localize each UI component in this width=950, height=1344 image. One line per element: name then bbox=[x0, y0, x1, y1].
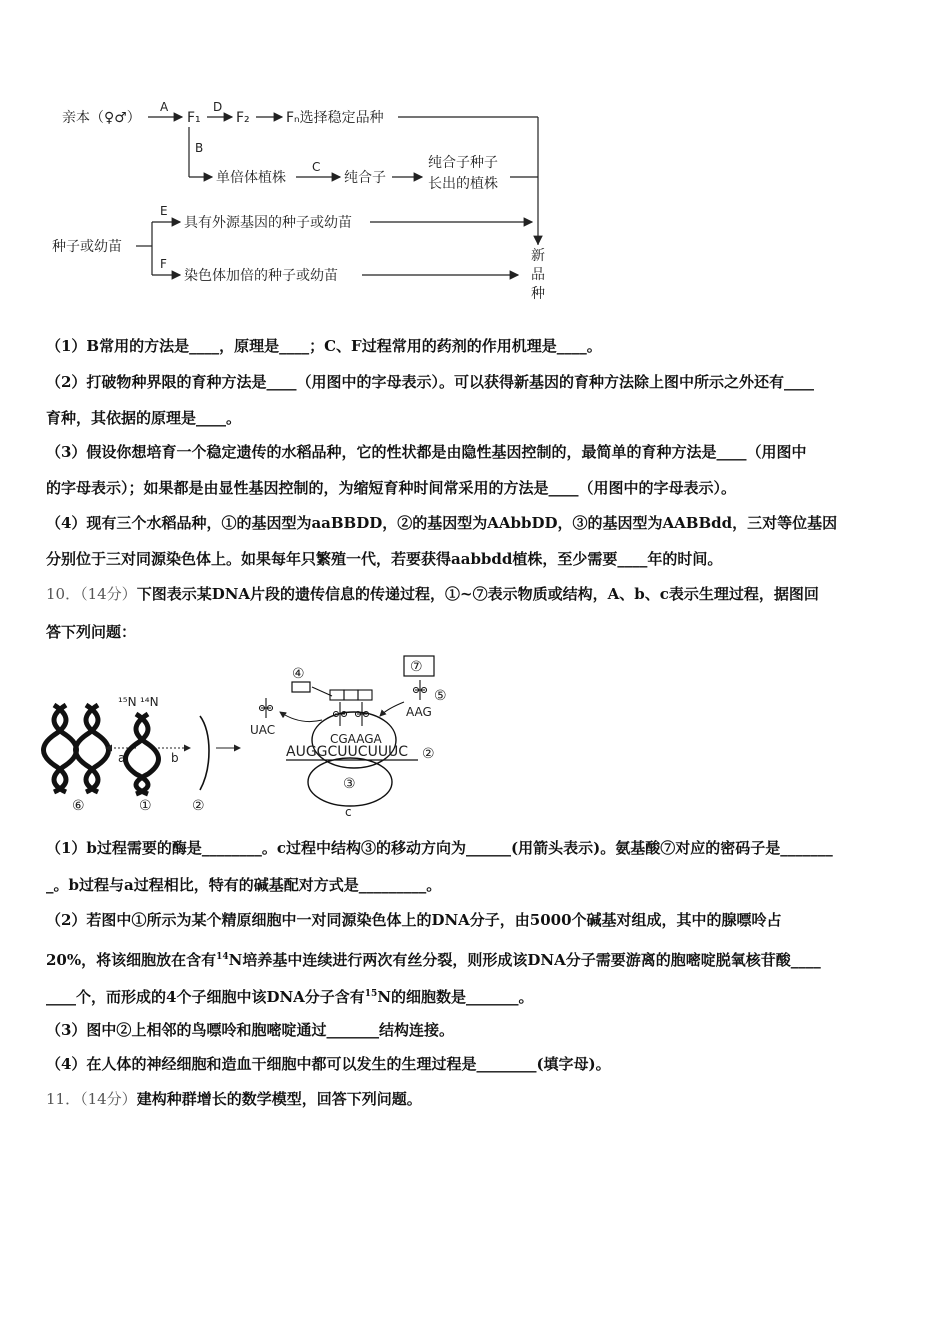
trna-incoming bbox=[414, 680, 427, 700]
label-b: b bbox=[171, 751, 179, 765]
q10-part2b-post: N培养基中连续进行两次有丝分裂，则形成该DNA分子需要游离的胞嘧啶脱氧核苷酸____ bbox=[228, 951, 821, 969]
q10-part2b-pre: 20%，将该细胞放在含有 bbox=[46, 951, 217, 969]
new-variety-1: 新 bbox=[531, 248, 545, 264]
q10-part2a: （2）若图中①所示为某个精原细胞中一对同源染色体上的DNA分子，由5000个碱基对组成，其中的腺嘌呤占 bbox=[46, 911, 782, 929]
q9-part2b: 育种，其依据的原理是____。 bbox=[46, 409, 242, 427]
homozygote-label: 纯合子 bbox=[344, 170, 386, 186]
mrna-strand bbox=[200, 716, 209, 790]
circle-7: ⑦ bbox=[410, 659, 423, 675]
label-a: A bbox=[160, 100, 169, 114]
label-b: B bbox=[195, 141, 204, 155]
q10-part3: （3）图中②上相邻的鸟嘌呤和胞嘧啶通过_______结构连接。 bbox=[46, 1021, 454, 1039]
peptide-box-1 bbox=[330, 690, 344, 700]
circle-4: ④ bbox=[292, 666, 305, 682]
label-e: E bbox=[160, 204, 168, 218]
circle-2-mrna: ② bbox=[422, 746, 435, 762]
homozygote-seed-l2: 长出的植株 bbox=[428, 176, 498, 192]
label-c: c bbox=[345, 805, 352, 819]
f2-label: F₂ bbox=[236, 110, 250, 126]
q10-stem-b: 答下列问题： bbox=[46, 623, 137, 641]
q11-number: 11．（14分） bbox=[46, 1090, 137, 1108]
arrow-trna-out bbox=[280, 712, 322, 722]
label-a: a bbox=[118, 751, 126, 765]
q10-part1a: （1）b过程需要的酶是________。c过程中结构③的移动方向为______(用箭头表示)。氨基酸⑦对应的密码子是_______ bbox=[46, 839, 833, 857]
circle-5: ⑤ bbox=[434, 688, 447, 704]
circle-1: ① bbox=[139, 798, 152, 814]
uac-label: UAC bbox=[250, 723, 276, 737]
box-4-link bbox=[312, 687, 332, 696]
seed-label: 种子或幼苗 bbox=[52, 239, 122, 255]
q9-part1: （1）B常用的方法是____，原理是____；C、F过程常用的药剂的作用机理是____。 bbox=[46, 337, 602, 355]
q10-stem-a: 下图表示某DNA片段的遗传信息的传递过程，①~⑦表示物质或结构，A、b、c表示生理过程，据图回 bbox=[136, 585, 819, 603]
q9-part3a: （3）假设你想培育一个稳定遗传的水稻品种，它的性状都是由隐性基因控制的，最简单的育种方法是____（用图中 bbox=[46, 443, 807, 461]
q10-part2c bbox=[46, 976, 908, 1015]
homozygote-seed-l1: 纯合子种子 bbox=[428, 155, 498, 171]
peptide-box-2 bbox=[344, 690, 358, 700]
q10-part4: （4）在人体的神经细胞和造血干细胞中都可以发生的生理过程是________(填字母)。 bbox=[46, 1055, 611, 1073]
q10-part2b bbox=[46, 939, 908, 978]
q10-number: 10．（14分） bbox=[46, 585, 137, 603]
q9-part2a: （2）打破物种界限的育种方法是____（用图中的字母表示）。可以获得新基因的育种方法除上图中所示之外还有____ bbox=[46, 373, 814, 391]
label-c: C bbox=[312, 160, 321, 174]
anticodon-seq: CGAAGA bbox=[330, 732, 382, 746]
q9-part4a: （4）现有三个水稻品种，①的基因型为aaBBDD，②的基因型为AAbbDD，③的基因型为AABBdd，三对等位基因 bbox=[46, 514, 838, 532]
new-variety-2: 品 bbox=[531, 267, 545, 283]
trna-leaving bbox=[260, 698, 273, 718]
trnas-in-ribosome bbox=[334, 702, 369, 726]
q10-part2b-sup: 14 bbox=[216, 952, 229, 962]
q10-stem-line1 bbox=[46, 576, 908, 612]
aag-label: AAG bbox=[406, 705, 432, 719]
breeding-diagram bbox=[40, 95, 580, 310]
parent-label: 亲本（♀♂） bbox=[62, 110, 141, 126]
q11-stem-text: 建构种群增长的数学模型，回答下列问题。 bbox=[136, 1090, 422, 1108]
n15-label: ¹⁵N bbox=[118, 695, 137, 709]
foreign-gene-label: 具有外源基因的种子或幼苗 bbox=[184, 215, 352, 231]
q10-part2c-sup: 15 bbox=[364, 989, 378, 999]
f1-label: F₁ bbox=[187, 110, 201, 126]
peptide-box-3 bbox=[358, 690, 372, 700]
haploid-label: 单倍体植株 bbox=[216, 170, 286, 186]
box-4 bbox=[292, 682, 310, 692]
circle-6: ⑥ bbox=[72, 798, 85, 814]
arrow-trna-in bbox=[380, 702, 404, 716]
dna-helix-1 bbox=[126, 714, 159, 794]
q10-part1b: _。b过程与a过程相比，特有的碱基配对方式是_________。 bbox=[46, 876, 442, 894]
q11-stem bbox=[46, 1081, 908, 1117]
q10-part2c-pre: ____个，而形成的4个子细胞中该DNA分子含有 bbox=[46, 988, 365, 1006]
q9-part4b: 分别位于三对同源染色体上。如果每年只繁殖一代，若要获得aabbdd植株，至少需要____年的时间。 bbox=[46, 550, 723, 568]
circle-2-bottom: ② bbox=[192, 798, 205, 814]
new-variety-3: 种 bbox=[531, 286, 545, 302]
circle-3: ③ bbox=[343, 776, 356, 792]
q9-part3b: 的字母表示）；如果都是由显性基因控制的，为缩短育种时间常采用的方法是____（用图中的字母表示）。 bbox=[46, 479, 737, 497]
doubled-label: 染色体加倍的种子或幼苗 bbox=[184, 268, 338, 284]
fn-label: Fₙ选择稳定品种 bbox=[286, 110, 384, 126]
n14-label: ¹⁴N bbox=[140, 695, 159, 709]
label-d: D bbox=[213, 100, 223, 114]
mrna-seq: AUGGCUUCUUUC bbox=[286, 744, 409, 760]
q10-part2c-post: N的细胞数是_______。 bbox=[377, 988, 534, 1006]
dna-helix-6 bbox=[44, 705, 109, 792]
dna-diagram bbox=[40, 650, 480, 820]
label-f: F bbox=[160, 257, 167, 271]
